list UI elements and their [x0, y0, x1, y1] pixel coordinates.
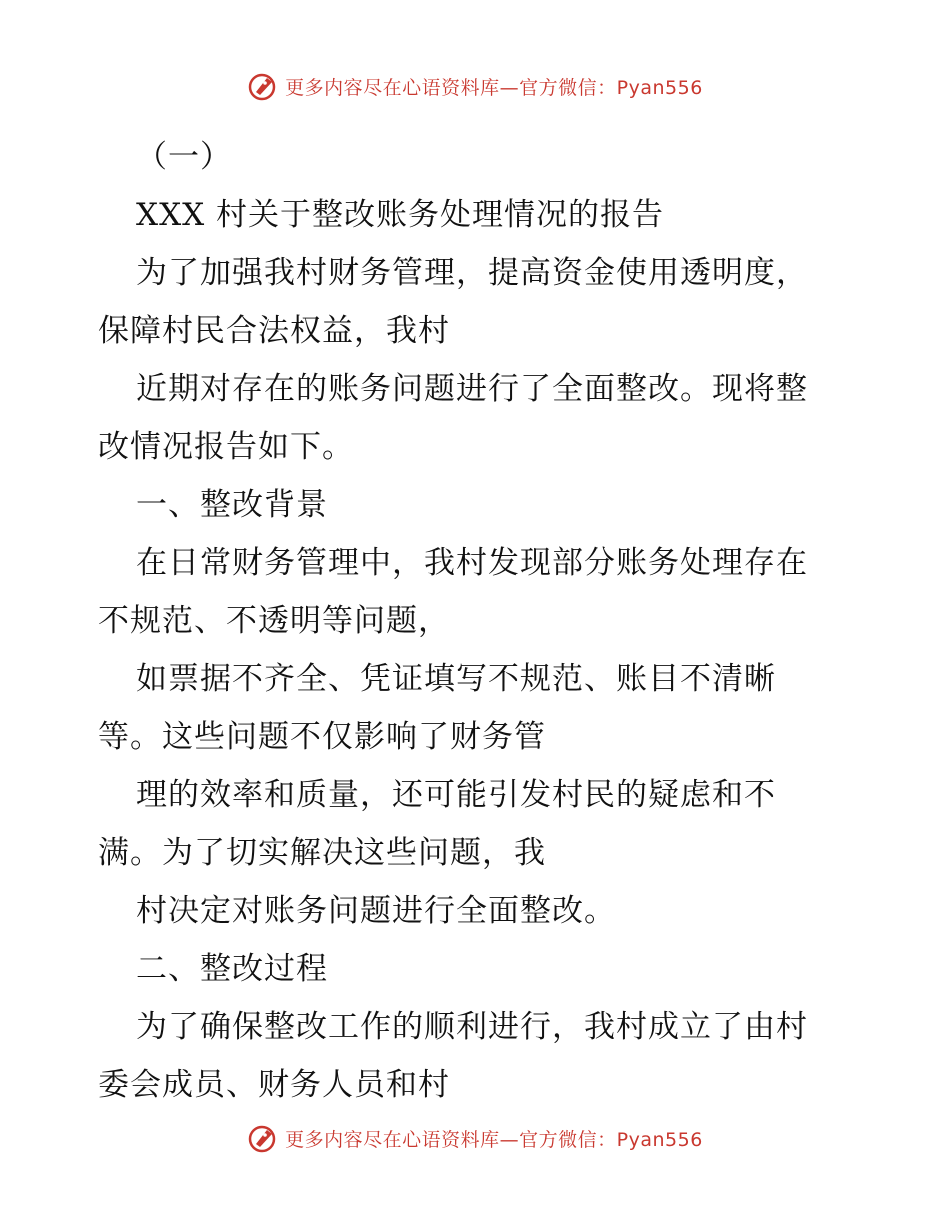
footer-banner-text: 更多内容尽在心语资料库—官方微信：Pyan556	[285, 1128, 703, 1151]
paragraph-line: 近期对存在的账务问题进行了全面整改。现将整	[136, 371, 808, 407]
paragraph-line: 改情况报告如下。	[98, 429, 354, 465]
section-heading-process: 二、整改过程	[136, 951, 328, 987]
document-title: XXX 村关于整改账务处理情况的报告	[136, 197, 665, 233]
paragraph-line: 委会成员、财务人员和村	[98, 1067, 450, 1103]
paragraph-line: 为了确保整改工作的顺利进行，我村成立了由村	[136, 1009, 808, 1045]
paragraph-line: 在日常财务管理中，我村发现部分账务处理存在	[136, 545, 808, 581]
paragraph-line: 为了加强我村财务管理，提高资金使用透明度，	[136, 255, 808, 291]
paragraph-line: 保障村民合法权益，我村	[98, 313, 450, 349]
header-banner	[0, 70, 950, 102]
paragraph-line: 如票据不齐全、凭证填写不规范、账目不清晰	[136, 661, 776, 697]
section-number: （一）	[136, 139, 232, 175]
footer-banner	[0, 1122, 950, 1154]
header-banner-text: 更多内容尽在心语资料库—官方微信：Pyan556	[285, 76, 703, 99]
pen-nib-logo-icon	[247, 1122, 279, 1154]
paragraph-line: 理的效率和质量，还可能引发村民的疑虑和不	[136, 777, 776, 813]
section-heading-background: 一、整改背景	[136, 487, 328, 523]
document-body	[98, 128, 858, 1114]
paragraph-line: 等。这些问题不仅影响了财务管	[98, 719, 546, 755]
paragraph-line: 村决定对账务问题进行全面整改。	[136, 893, 616, 929]
paragraph-line: 不规范、不透明等问题，	[98, 603, 450, 639]
pen-nib-logo-icon	[247, 70, 279, 102]
paragraph-line: 满。为了切实解决这些问题，我	[98, 835, 546, 871]
